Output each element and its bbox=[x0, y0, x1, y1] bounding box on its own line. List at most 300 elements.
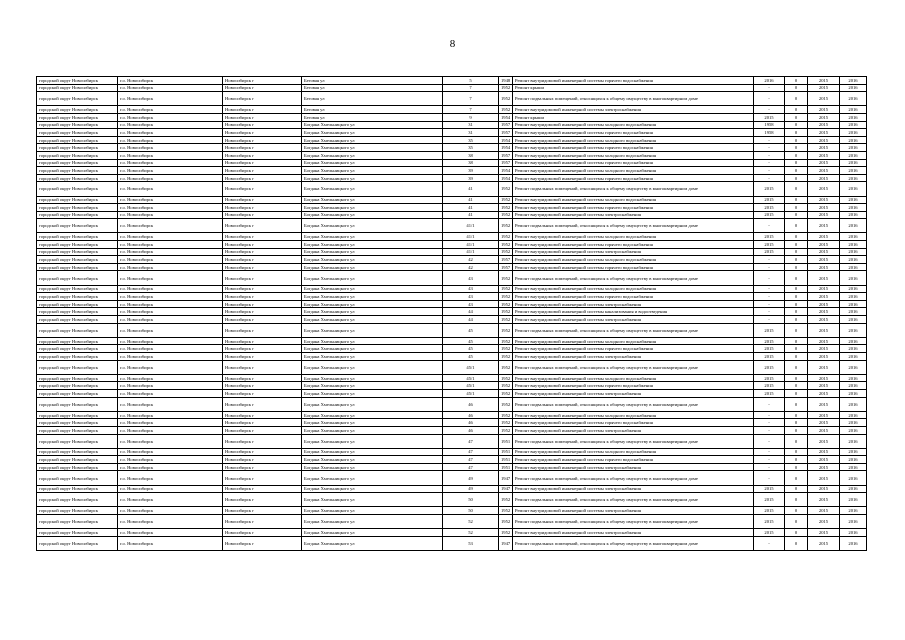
cell-work: Ремонт внутридомовой инженерной системы холодного водоснабжения bbox=[513, 337, 754, 345]
cell-start-year: 2015 bbox=[808, 360, 840, 374]
cell-start-year: 2015 bbox=[808, 456, 840, 464]
cell-okrug: городской округ Новосибирск bbox=[37, 345, 118, 353]
cell-city: Новосибирск г bbox=[223, 507, 302, 515]
cell-work: Ремонт внутридомовой инженерной системы горячего водоснабжения bbox=[513, 204, 754, 212]
cell-city: Новосибирск г bbox=[223, 241, 302, 249]
cell-okrug: городской округ Новосибирск bbox=[37, 129, 118, 137]
cell-prev-year: - bbox=[754, 463, 785, 471]
cell-house: 47 bbox=[443, 434, 499, 448]
cell-okrug: городской округ Новосибирск bbox=[37, 84, 118, 92]
table-row bbox=[37, 397, 867, 411]
cell-end-year: 2016 bbox=[840, 219, 867, 233]
cell-settlement: г.о. Новосибирск bbox=[118, 151, 223, 159]
cell-city: Новосибирск г bbox=[223, 485, 302, 493]
cell-prev-year: 2015 bbox=[754, 382, 785, 390]
cell-okrug: городской округ Новосибирск bbox=[37, 434, 118, 448]
cell-end-year: 2016 bbox=[840, 263, 867, 271]
cell-street: Богдана Хмельницкого ул bbox=[302, 448, 443, 456]
cell-street: Богдана Хмельницкого ул bbox=[302, 485, 443, 493]
cell-end-year: 2016 bbox=[840, 271, 867, 285]
cell-street: Богдана Хмельницкого ул bbox=[302, 151, 443, 159]
table-row bbox=[37, 419, 867, 427]
cell-value: 0 bbox=[785, 352, 808, 360]
cell-prev-year: - bbox=[754, 84, 785, 92]
cell-year: 1947 bbox=[499, 485, 513, 493]
cell-end-year: 2016 bbox=[840, 308, 867, 316]
page-number: 8 bbox=[449, 38, 456, 50]
cell-house: 46 bbox=[443, 419, 499, 427]
cell-year: 1952 bbox=[499, 182, 513, 196]
cell-start-year: 2015 bbox=[808, 129, 840, 137]
cell-work: Ремонт подвальных помещений, относящихся к общему имуществу в многоквартирном доме bbox=[513, 434, 754, 448]
cell-settlement: г.о. Новосибирск bbox=[118, 471, 223, 485]
cell-street: Богдана Хмельницкого ул bbox=[302, 515, 443, 529]
cell-okrug: городской округ Новосибирск bbox=[37, 77, 118, 85]
cell-work: Ремонт внутридомовой инженерной системы горячего водоснабжения bbox=[513, 456, 754, 464]
cell-start-year: 2015 bbox=[808, 493, 840, 507]
cell-work: Ремонт внутридомовой инженерной системы электроснабжения bbox=[513, 106, 754, 114]
cell-year: 1951 bbox=[499, 448, 513, 456]
cell-okrug: городской округ Новосибирск bbox=[37, 113, 118, 121]
table-row bbox=[37, 219, 867, 233]
cell-start-year: 2015 bbox=[808, 316, 840, 324]
cell-house: 45/1 bbox=[443, 382, 499, 390]
cell-start-year: 2015 bbox=[808, 300, 840, 308]
cell-city: Новосибирск г bbox=[223, 300, 302, 308]
cell-work: Ремонт внутридомовой инженерной системы горячего водоснабжения bbox=[513, 159, 754, 167]
cell-start-year: 2015 bbox=[808, 77, 840, 85]
cell-street: Богдана Хмельницкого ул bbox=[302, 285, 443, 293]
cell-city: Новосибирск г bbox=[223, 204, 302, 212]
cell-start-year: 2015 bbox=[808, 397, 840, 411]
cell-city: Новосибирск г bbox=[223, 174, 302, 182]
cell-city: Новосибирск г bbox=[223, 285, 302, 293]
cell-settlement: г.о. Новосибирск bbox=[118, 382, 223, 390]
cell-okrug: городской округ Новосибирск bbox=[37, 507, 118, 515]
cell-house: 45 bbox=[443, 337, 499, 345]
cell-prev-year: - bbox=[754, 136, 785, 144]
cell-settlement: г.о. Новосибирск bbox=[118, 241, 223, 249]
cell-start-year: 2015 bbox=[808, 293, 840, 301]
cell-value: 0 bbox=[785, 285, 808, 293]
cell-prev-year: 2015 bbox=[754, 182, 785, 196]
cell-settlement: г.о. Новосибирск bbox=[118, 113, 223, 121]
cell-year: 1954 bbox=[499, 167, 513, 175]
cell-end-year: 2016 bbox=[840, 300, 867, 308]
cell-okrug: городской округ Новосибирск bbox=[37, 463, 118, 471]
cell-house: 7 bbox=[443, 92, 499, 106]
cell-work: Ремонт подвальных помещений, относящихся к общему имуществу в многоквартирном доме bbox=[513, 536, 754, 550]
cell-okrug: городской округ Новосибирск bbox=[37, 106, 118, 114]
table-row bbox=[37, 144, 867, 152]
cell-end-year: 2016 bbox=[840, 374, 867, 382]
cell-street: Богдана Хмельницкого ул bbox=[302, 271, 443, 285]
cell-value: 0 bbox=[785, 77, 808, 85]
cell-settlement: г.о. Новосибирск bbox=[118, 374, 223, 382]
cell-end-year: 2016 bbox=[840, 106, 867, 114]
cell-city: Новосибирск г bbox=[223, 113, 302, 121]
cell-year: 1952 bbox=[499, 493, 513, 507]
cell-city: Новосибирск г bbox=[223, 151, 302, 159]
cell-city: Новосибирск г bbox=[223, 159, 302, 167]
cell-street: Богдана Хмельницкого ул bbox=[302, 411, 443, 419]
cell-street: Богдана Хмельницкого ул bbox=[302, 471, 443, 485]
cell-year: 1951 bbox=[499, 434, 513, 448]
cell-prev-year: - bbox=[754, 308, 785, 316]
cell-end-year: 2016 bbox=[840, 345, 867, 353]
cell-work: Ремонт внутридомовой инженерной системы холодного водоснабжения bbox=[513, 167, 754, 175]
cell-year: 1952 bbox=[499, 219, 513, 233]
cell-house: 5 bbox=[443, 77, 499, 85]
cell-settlement: г.о. Новосибирск bbox=[118, 434, 223, 448]
cell-house: 44 bbox=[443, 316, 499, 324]
cell-year: 1952 bbox=[499, 507, 513, 515]
cell-street: Беговая ул bbox=[302, 77, 443, 85]
cell-prev-year: 2015 bbox=[754, 515, 785, 529]
cell-start-year: 2015 bbox=[808, 159, 840, 167]
cell-street: Богдана Хмельницкого ул bbox=[302, 263, 443, 271]
cell-start-year: 2015 bbox=[808, 219, 840, 233]
cell-prev-year: 2016 bbox=[754, 77, 785, 85]
table-row bbox=[37, 271, 867, 285]
cell-value: 0 bbox=[785, 360, 808, 374]
cell-prev-year: - bbox=[754, 300, 785, 308]
cell-end-year: 2016 bbox=[840, 113, 867, 121]
table-row bbox=[37, 136, 867, 144]
cell-end-year: 2016 bbox=[840, 182, 867, 196]
cell-house: 41/1 bbox=[443, 233, 499, 241]
cell-prev-year: - bbox=[754, 92, 785, 106]
cell-street: Богдана Хмельницкого ул bbox=[302, 382, 443, 390]
cell-end-year: 2016 bbox=[840, 293, 867, 301]
cell-prev-year: - bbox=[754, 448, 785, 456]
table-body bbox=[37, 77, 867, 551]
cell-value: 0 bbox=[785, 515, 808, 529]
cell-prev-year: 2015 bbox=[754, 241, 785, 249]
cell-street: Богдана Хмельницкого ул bbox=[302, 426, 443, 434]
cell-city: Новосибирск г bbox=[223, 374, 302, 382]
cell-prev-year: - bbox=[754, 293, 785, 301]
cell-settlement: г.о. Новосибирск bbox=[118, 263, 223, 271]
table-row bbox=[37, 374, 867, 382]
cell-house: 45 bbox=[443, 352, 499, 360]
cell-okrug: городской округ Новосибирск bbox=[37, 211, 118, 219]
cell-value: 0 bbox=[785, 316, 808, 324]
cell-street: Беговая ул bbox=[302, 84, 443, 92]
cell-settlement: г.о. Новосибирск bbox=[118, 219, 223, 233]
cell-value: 0 bbox=[785, 136, 808, 144]
cell-street: Беговая ул bbox=[302, 113, 443, 121]
cell-work: Ремонт подвальных помещений, относящихся к общему имуществу в многоквартирном доме bbox=[513, 360, 754, 374]
cell-value: 0 bbox=[785, 113, 808, 121]
cell-street: Богдана Хмельницкого ул bbox=[302, 493, 443, 507]
cell-city: Новосибирск г bbox=[223, 515, 302, 529]
table-row bbox=[37, 129, 867, 137]
cell-value: 0 bbox=[785, 151, 808, 159]
cell-city: Новосибирск г bbox=[223, 92, 302, 106]
cell-house: 43 bbox=[443, 271, 499, 285]
cell-house: 47 bbox=[443, 456, 499, 464]
cell-okrug: городской округ Новосибирск bbox=[37, 271, 118, 285]
cell-work: Ремонт внутридомовой инженерной системы холодного водоснабжения bbox=[513, 448, 754, 456]
cell-work: Ремонт внутридомовой инженерной системы холодного водоснабжения bbox=[513, 196, 754, 204]
cell-okrug: городской округ Новосибирск bbox=[37, 196, 118, 204]
cell-city: Новосибирск г bbox=[223, 196, 302, 204]
cell-work: Ремонт внутридомовой инженерной системы электроснабжения bbox=[513, 248, 754, 256]
cell-okrug: городской округ Новосибирск bbox=[37, 285, 118, 293]
cell-prev-year: - bbox=[754, 434, 785, 448]
cell-house: 45/1 bbox=[443, 389, 499, 397]
cell-city: Новосибирск г bbox=[223, 182, 302, 196]
cell-okrug: городской округ Новосибирск bbox=[37, 515, 118, 529]
cell-work: Ремонт подвальных помещений, относящихся к общему имуществу в многоквартирном доме bbox=[513, 92, 754, 106]
cell-start-year: 2015 bbox=[808, 389, 840, 397]
cell-street: Богдана Хмельницкого ул bbox=[302, 293, 443, 301]
cell-prev-year: - bbox=[754, 397, 785, 411]
cell-settlement: г.о. Новосибирск bbox=[118, 426, 223, 434]
cell-city: Новосибирск г bbox=[223, 293, 302, 301]
cell-start-year: 2015 bbox=[808, 167, 840, 175]
cell-city: Новосибирск г bbox=[223, 419, 302, 427]
cell-house: 38 bbox=[443, 151, 499, 159]
cell-settlement: г.о. Новосибирск bbox=[118, 389, 223, 397]
cell-house: 52 bbox=[443, 529, 499, 537]
cell-work: Ремонт подвальных помещений, относящихся к общему имуществу в многоквартирном доме bbox=[513, 271, 754, 285]
cell-start-year: 2015 bbox=[808, 471, 840, 485]
cell-settlement: г.о. Новосибирск bbox=[118, 182, 223, 196]
cell-house: 45/1 bbox=[443, 360, 499, 374]
cell-prev-year: - bbox=[754, 426, 785, 434]
cell-value: 0 bbox=[785, 293, 808, 301]
cell-work: Ремонт внутридомовой инженерной системы электроснабжения bbox=[513, 426, 754, 434]
cell-street: Беговая ул bbox=[302, 106, 443, 114]
cell-house: 46 bbox=[443, 426, 499, 434]
cell-house: 35 bbox=[443, 136, 499, 144]
cell-value: 0 bbox=[785, 174, 808, 182]
cell-value: 0 bbox=[785, 337, 808, 345]
cell-prev-year: 2015 bbox=[754, 493, 785, 507]
cell-work: Ремонт подвальных помещений, относящихся к общему имуществу в многоквартирном доме bbox=[513, 471, 754, 485]
cell-street: Богдана Хмельницкого ул bbox=[302, 136, 443, 144]
table-row bbox=[37, 121, 867, 129]
cell-city: Новосибирск г bbox=[223, 211, 302, 219]
cell-end-year: 2016 bbox=[840, 493, 867, 507]
cell-prev-year: 2015 bbox=[754, 529, 785, 537]
cell-settlement: г.о. Новосибирск bbox=[118, 308, 223, 316]
cell-year: 1952 bbox=[499, 397, 513, 411]
cell-prev-year: 1958 bbox=[754, 129, 785, 137]
cell-street: Богдана Хмельницкого ул bbox=[302, 308, 443, 316]
cell-value: 0 bbox=[785, 204, 808, 212]
cell-house: 50 bbox=[443, 507, 499, 515]
cell-prev-year: 2015 bbox=[754, 337, 785, 345]
cell-year: 1952 bbox=[499, 211, 513, 219]
cell-prev-year: - bbox=[754, 256, 785, 264]
cell-work: Ремонт внутридомовой инженерной системы горячего водоснабжения bbox=[513, 263, 754, 271]
cell-house: 43 bbox=[443, 293, 499, 301]
cell-end-year: 2016 bbox=[840, 167, 867, 175]
cell-house: 50 bbox=[443, 493, 499, 507]
cell-street: Богдана Хмельницкого ул bbox=[302, 507, 443, 515]
cell-work: Ремонт крыши bbox=[513, 84, 754, 92]
cell-prev-year: 1958 bbox=[754, 121, 785, 129]
cell-year: 1952 bbox=[499, 285, 513, 293]
cell-house: 31 bbox=[443, 121, 499, 129]
cell-year: 1952 bbox=[499, 293, 513, 301]
cell-okrug: городской округ Новосибирск bbox=[37, 493, 118, 507]
cell-okrug: городской округ Новосибирск bbox=[37, 300, 118, 308]
cell-house: 39 bbox=[443, 167, 499, 175]
cell-year: 1952 bbox=[499, 382, 513, 390]
table-row bbox=[37, 159, 867, 167]
cell-okrug: городской округ Новосибирск bbox=[37, 397, 118, 411]
cell-work: Ремонт внутридомовой инженерной системы холодного водоснабжения bbox=[513, 151, 754, 159]
cell-street: Богдана Хмельницкого ул bbox=[302, 233, 443, 241]
cell-house: 52 bbox=[443, 515, 499, 529]
cell-city: Новосибирск г bbox=[223, 426, 302, 434]
cell-city: Новосибирск г bbox=[223, 411, 302, 419]
cell-city: Новосибирск г bbox=[223, 84, 302, 92]
cell-house: 41 bbox=[443, 182, 499, 196]
cell-street: Богдана Хмельницкого ул bbox=[302, 159, 443, 167]
cell-start-year: 2015 bbox=[808, 419, 840, 427]
cell-start-year: 2015 bbox=[808, 144, 840, 152]
cell-okrug: городской округ Новосибирск bbox=[37, 411, 118, 419]
cell-street: Богдана Хмельницкого ул bbox=[302, 211, 443, 219]
cell-prev-year: - bbox=[754, 471, 785, 485]
cell-settlement: г.о. Новосибирск bbox=[118, 285, 223, 293]
cell-street: Богдана Хмельницкого ул bbox=[302, 323, 443, 337]
cell-street: Богдана Хмельницкого ул bbox=[302, 463, 443, 471]
cell-house: 44 bbox=[443, 308, 499, 316]
table-row bbox=[37, 434, 867, 448]
cell-start-year: 2015 bbox=[808, 323, 840, 337]
cell-prev-year: 2015 bbox=[754, 204, 785, 212]
table-row bbox=[37, 345, 867, 353]
cell-value: 0 bbox=[785, 419, 808, 427]
cell-prev-year: - bbox=[754, 151, 785, 159]
cell-end-year: 2016 bbox=[840, 485, 867, 493]
cell-work: Ремонт подвальных помещений, относящихся к общему имуществу в многоквартирном доме bbox=[513, 323, 754, 337]
table-row bbox=[37, 92, 867, 106]
cell-value: 0 bbox=[785, 182, 808, 196]
cell-value: 0 bbox=[785, 256, 808, 264]
cell-year: 1952 bbox=[499, 529, 513, 537]
cell-prev-year: - bbox=[754, 285, 785, 293]
cell-year: 1952 bbox=[499, 337, 513, 345]
cell-year: 1952 bbox=[499, 515, 513, 529]
cell-settlement: г.о. Новосибирск bbox=[118, 337, 223, 345]
cell-start-year: 2015 bbox=[808, 426, 840, 434]
cell-work: Ремонт внутридомовой инженерной системы электроснабжения bbox=[513, 485, 754, 493]
cell-end-year: 2016 bbox=[840, 196, 867, 204]
cell-okrug: городской округ Новосибирск bbox=[37, 529, 118, 537]
cell-year: 1952 bbox=[499, 374, 513, 382]
cell-settlement: г.о. Новосибирск bbox=[118, 448, 223, 456]
cell-prev-year: - bbox=[754, 536, 785, 550]
cell-settlement: г.о. Новосибирск bbox=[118, 92, 223, 106]
table-row bbox=[37, 151, 867, 159]
cell-value: 0 bbox=[785, 129, 808, 137]
cell-city: Новосибирск г bbox=[223, 121, 302, 129]
cell-value: 0 bbox=[785, 426, 808, 434]
cell-city: Новосибирск г bbox=[223, 493, 302, 507]
cell-city: Новосибирск г bbox=[223, 316, 302, 324]
cell-okrug: городской округ Новосибирск bbox=[37, 248, 118, 256]
cell-prev-year: 2015 bbox=[754, 485, 785, 493]
cell-okrug: городской округ Новосибирск bbox=[37, 136, 118, 144]
cell-value: 0 bbox=[785, 219, 808, 233]
cell-street: Богдана Хмельницкого ул bbox=[302, 419, 443, 427]
cell-city: Новосибирск г bbox=[223, 536, 302, 550]
cell-city: Новосибирск г bbox=[223, 360, 302, 374]
cell-street: Богдана Хмельницкого ул bbox=[302, 374, 443, 382]
cell-house: 41 bbox=[443, 196, 499, 204]
cell-settlement: г.о. Новосибирск bbox=[118, 159, 223, 167]
cell-year: 1952 bbox=[499, 316, 513, 324]
cell-year: 1952 bbox=[499, 389, 513, 397]
cell-settlement: г.о. Новосибирск bbox=[118, 129, 223, 137]
cell-end-year: 2016 bbox=[840, 536, 867, 550]
cell-start-year: 2015 bbox=[808, 285, 840, 293]
cell-value: 0 bbox=[785, 389, 808, 397]
cell-street: Богдана Хмельницкого ул bbox=[302, 345, 443, 353]
cell-settlement: г.о. Новосибирск bbox=[118, 411, 223, 419]
cell-value: 0 bbox=[785, 144, 808, 152]
cell-work: Ремонт внутридомовой инженерной системы электроснабжения bbox=[513, 507, 754, 515]
cell-house: 35 bbox=[443, 144, 499, 152]
cell-end-year: 2016 bbox=[840, 233, 867, 241]
cell-work: Ремонт внутридомовой инженерной системы холодного водоснабжения bbox=[513, 136, 754, 144]
cell-value: 0 bbox=[785, 323, 808, 337]
cell-value: 0 bbox=[785, 493, 808, 507]
cell-city: Новосибирск г bbox=[223, 233, 302, 241]
table-row bbox=[37, 113, 867, 121]
cell-settlement: г.о. Новосибирск bbox=[118, 77, 223, 85]
cell-value: 0 bbox=[785, 241, 808, 249]
table-row bbox=[37, 241, 867, 249]
cell-work: Ремонт подвальных помещений, относящихся к общему имуществу в многоквартирном доме bbox=[513, 493, 754, 507]
cell-year: 1954 bbox=[499, 113, 513, 121]
cell-end-year: 2016 bbox=[840, 471, 867, 485]
cell-okrug: городской округ Новосибирск bbox=[37, 316, 118, 324]
cell-value: 0 bbox=[785, 211, 808, 219]
cell-settlement: г.о. Новосибирск bbox=[118, 345, 223, 353]
cell-end-year: 2016 bbox=[840, 448, 867, 456]
cell-house: 47 bbox=[443, 463, 499, 471]
cell-street: Богдана Хмельницкого ул bbox=[302, 129, 443, 137]
cell-settlement: г.о. Новосибирск bbox=[118, 463, 223, 471]
cell-start-year: 2015 bbox=[808, 204, 840, 212]
cell-end-year: 2016 bbox=[840, 411, 867, 419]
cell-value: 0 bbox=[785, 345, 808, 353]
cell-okrug: городской округ Новосибирск bbox=[37, 456, 118, 464]
cell-start-year: 2015 bbox=[808, 256, 840, 264]
cell-start-year: 2015 bbox=[808, 113, 840, 121]
cell-end-year: 2016 bbox=[840, 174, 867, 182]
cell-value: 0 bbox=[785, 397, 808, 411]
table-row bbox=[37, 463, 867, 471]
cell-house: 43 bbox=[443, 285, 499, 293]
cell-city: Новосибирск г bbox=[223, 463, 302, 471]
cell-work: Ремонт внутридомовой инженерной системы горячего водоснабжения bbox=[513, 345, 754, 353]
cell-work: Ремонт внутридомовой инженерной системы холодного водоснабжения bbox=[513, 256, 754, 264]
cell-street: Богдана Хмельницкого ул bbox=[302, 337, 443, 345]
cell-work: Ремонт внутридомовой инженерной системы электроснабжения bbox=[513, 463, 754, 471]
table-row bbox=[37, 248, 867, 256]
cell-start-year: 2015 bbox=[808, 196, 840, 204]
cell-year: 1954 bbox=[499, 144, 513, 152]
